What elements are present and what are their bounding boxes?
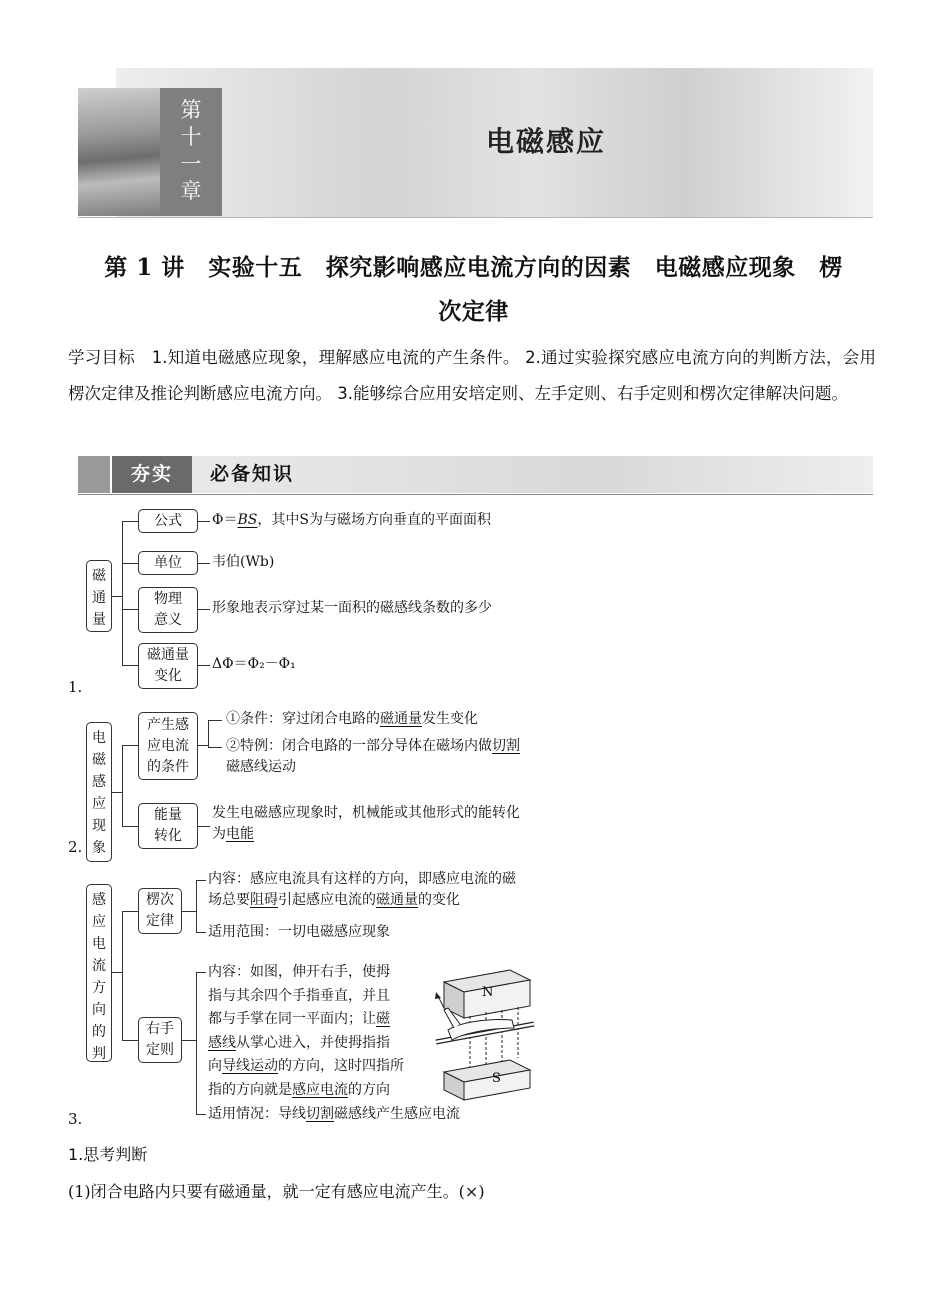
- diagram-number: 1.: [68, 678, 83, 696]
- connector: [196, 1114, 206, 1115]
- bracket-line: [196, 972, 197, 1115]
- text: 的方向: [348, 1081, 390, 1098]
- underlined-text: BS: [237, 512, 258, 528]
- label-physical-meaning: [138, 587, 198, 633]
- section-bar-accent: [78, 456, 110, 493]
- text: 都与手掌在同一平面内；让: [208, 1011, 376, 1027]
- underlined-text: 感线: [208, 1034, 236, 1051]
- root-char: 应: [92, 914, 106, 930]
- label-line: 能量: [154, 807, 182, 823]
- text: 发生变化: [422, 711, 478, 727]
- root-char: 感: [92, 892, 106, 908]
- root-char: 量: [92, 612, 106, 628]
- lecture-title-line2: 次定律: [438, 298, 509, 325]
- meaning-desc: 形象地表示穿过某一面积的磁感线条数的多少: [212, 600, 492, 616]
- right-hand-scope: [208, 1104, 460, 1125]
- connector: [196, 880, 206, 881]
- connector: [198, 563, 210, 564]
- lenz-content-line1: 内容：感应电流具有这样的方向，即感应电流的磁: [208, 871, 516, 887]
- condition-2: [226, 736, 520, 757]
- root-char: 电: [92, 730, 106, 746]
- root-char: 电: [92, 936, 106, 952]
- connector: [122, 911, 138, 912]
- text: 从掌心进入，并使拇指指: [236, 1034, 390, 1051]
- underlined-text: 磁通量: [380, 711, 422, 727]
- chapter-char: 章: [180, 179, 202, 203]
- root-box-direction: [86, 884, 112, 1062]
- bracket-line: [122, 911, 123, 1041]
- connector: [198, 521, 210, 522]
- magnet-hand-illustration: [430, 962, 536, 1102]
- connector: [112, 792, 122, 793]
- underlined-text: 导线运动: [222, 1058, 278, 1074]
- banner-divider: [78, 217, 873, 218]
- label-unit: 单位: [138, 551, 198, 575]
- n-label: N: [482, 985, 494, 1000]
- connector: [196, 972, 206, 973]
- lenz-scope: 适用范围：一切电磁感应现象: [208, 924, 390, 940]
- text: ①条件：穿过闭合电路的: [226, 711, 380, 727]
- thumb-arrowhead: [435, 992, 441, 999]
- root-char: 磁: [92, 752, 106, 768]
- underlined-text: 切割: [492, 738, 520, 754]
- chapter-number-box: [160, 88, 222, 216]
- rh-line: 内容：如图，伸开右手，使拇: [208, 964, 390, 980]
- rh-line: 指与其余四个手指垂直，并且: [208, 987, 390, 1004]
- label-right-hand-rule: [138, 1017, 182, 1063]
- banner-landscape-image: [78, 88, 162, 216]
- lecture-title-line1: 第 1 讲 实验十五 探究影响感应电流方向的因素 电磁感应现象 楞: [104, 254, 843, 281]
- underlined-text: 磁通量: [376, 892, 418, 908]
- label-lenz-law: [138, 888, 182, 934]
- label-formula: 公式: [138, 509, 198, 533]
- rh-line: [208, 1079, 404, 1103]
- energy-desc-line1: 发生电磁感应现象时，机械能或其他形式的能转化: [212, 805, 520, 821]
- text: Φ＝: [212, 512, 238, 528]
- label-generation-conditions: [138, 712, 198, 780]
- root-char: 象: [92, 840, 106, 856]
- underlined-text: 感应电流: [292, 1081, 348, 1098]
- root-char: 向: [92, 1002, 106, 1018]
- label-line: 楞次: [146, 892, 174, 908]
- label-line: 右手: [146, 1021, 174, 1037]
- bracket-line: [122, 745, 123, 827]
- chapter-char: 第: [180, 98, 202, 122]
- connector: [196, 932, 206, 933]
- text: 指的方向就是: [208, 1081, 292, 1098]
- label-line: 产生感: [147, 716, 189, 733]
- underlined-text: 阻碍: [250, 892, 278, 908]
- root-box-induction: [86, 722, 112, 862]
- text: 适用情况：导线: [208, 1106, 306, 1122]
- question-item: (1)闭合电路内只要有磁通量，就一定有感应电流产生。(×): [68, 1182, 485, 1201]
- text: 的方向，这时四指所: [278, 1058, 404, 1074]
- formula-desc: [212, 510, 491, 531]
- label-energy-conversion: [138, 803, 198, 849]
- label-line: 应电流: [147, 737, 189, 754]
- section-bar-fill: [192, 456, 873, 493]
- connector: [182, 911, 196, 912]
- rh-line: [208, 1032, 404, 1056]
- root-char: 方: [92, 980, 106, 996]
- connector: [198, 826, 210, 827]
- section-underline: [78, 494, 873, 495]
- connector: [198, 745, 208, 746]
- connector: [112, 972, 122, 973]
- text: 的变化: [418, 892, 460, 908]
- connector: [122, 1040, 138, 1041]
- label-line: 物理: [154, 591, 182, 607]
- lecture-title: [66, 246, 881, 334]
- connector: [198, 609, 210, 610]
- root-char: 通: [92, 590, 106, 606]
- root-char: 应: [92, 796, 106, 812]
- root-char: 流: [92, 958, 106, 974]
- section-tag: 夯实: [112, 456, 192, 493]
- connector: [122, 563, 138, 564]
- bracket-line: [208, 720, 209, 748]
- chapter-char: 一: [180, 152, 202, 176]
- section-title: 必备知识: [210, 463, 295, 485]
- diagram-number: 3.: [68, 1110, 83, 1128]
- unit-desc: 韦伯(Wb): [212, 554, 275, 570]
- connector: [122, 521, 138, 522]
- connector: [198, 665, 210, 666]
- flux-change-desc: ΔΦ＝Φ₂－Φ₁: [212, 656, 296, 672]
- root-box-flux: [86, 560, 112, 632]
- energy-desc-line2: [212, 824, 254, 845]
- section-header-bar: [78, 456, 873, 494]
- bracket-line: [196, 880, 197, 933]
- connector: [122, 665, 138, 666]
- label-line: 定律: [146, 913, 174, 929]
- rh-line: [208, 1055, 404, 1079]
- text: 磁感线产生感应电流: [334, 1106, 460, 1122]
- text: 场总要: [208, 892, 250, 908]
- root-char: 现: [92, 818, 106, 834]
- text: 向: [208, 1058, 222, 1074]
- condition-1: [226, 709, 478, 730]
- underlined-text: 磁: [376, 1011, 390, 1027]
- text: 引起感应电流的: [278, 892, 376, 908]
- connector: [122, 745, 138, 746]
- chapter-title: 电磁感应: [486, 125, 607, 158]
- chapter-char: 十: [180, 125, 202, 149]
- rh-line: [208, 1008, 404, 1032]
- connector: [208, 747, 222, 748]
- learning-objectives: 学习目标 1.知道电磁感应现象，理解感应电流的产生条件。 2.通过实验探究感应电流方向的判断方法，会用楞次定律及推论判断感应电流方向。 3.能够综合应用安培定则、左手定则、右手定则和楞次定律解决问题。: [68, 348, 876, 403]
- text: ②特例：闭合电路的一部分导体在磁场内做: [226, 738, 492, 754]
- connector: [122, 826, 138, 827]
- s-label: S: [492, 1071, 501, 1086]
- connector: [208, 720, 222, 721]
- bracket-line: [122, 521, 123, 666]
- chapter-banner: [78, 68, 873, 218]
- root-char: 判: [92, 1046, 106, 1062]
- root-char: 磁: [92, 568, 106, 584]
- label-line: 转化: [154, 828, 182, 844]
- label-line: 意义: [154, 612, 182, 628]
- diagram-number: 2.: [68, 838, 83, 856]
- label-flux-change: [138, 643, 198, 689]
- root-char: 感: [92, 774, 106, 790]
- connector: [112, 596, 122, 597]
- question-heading: 1.思考判断: [68, 1145, 148, 1164]
- condition-2-cont: 磁感线运动: [226, 759, 296, 775]
- underlined-text: 切割: [306, 1106, 334, 1122]
- label-line: 磁通量: [147, 647, 189, 663]
- label-line: 变化: [154, 668, 182, 684]
- root-char: 的: [92, 1024, 106, 1040]
- lenz-content-line2: [208, 890, 460, 911]
- label-line: 定则: [146, 1042, 174, 1058]
- text: ，其中S为与磁场方向垂直的平面面积: [257, 512, 491, 528]
- text: 为: [212, 826, 226, 842]
- connector: [122, 609, 138, 610]
- underlined-text: 电能: [226, 826, 254, 842]
- right-hand-content: [208, 961, 404, 1102]
- connector: [182, 1040, 196, 1041]
- label-line: 的条件: [147, 758, 189, 775]
